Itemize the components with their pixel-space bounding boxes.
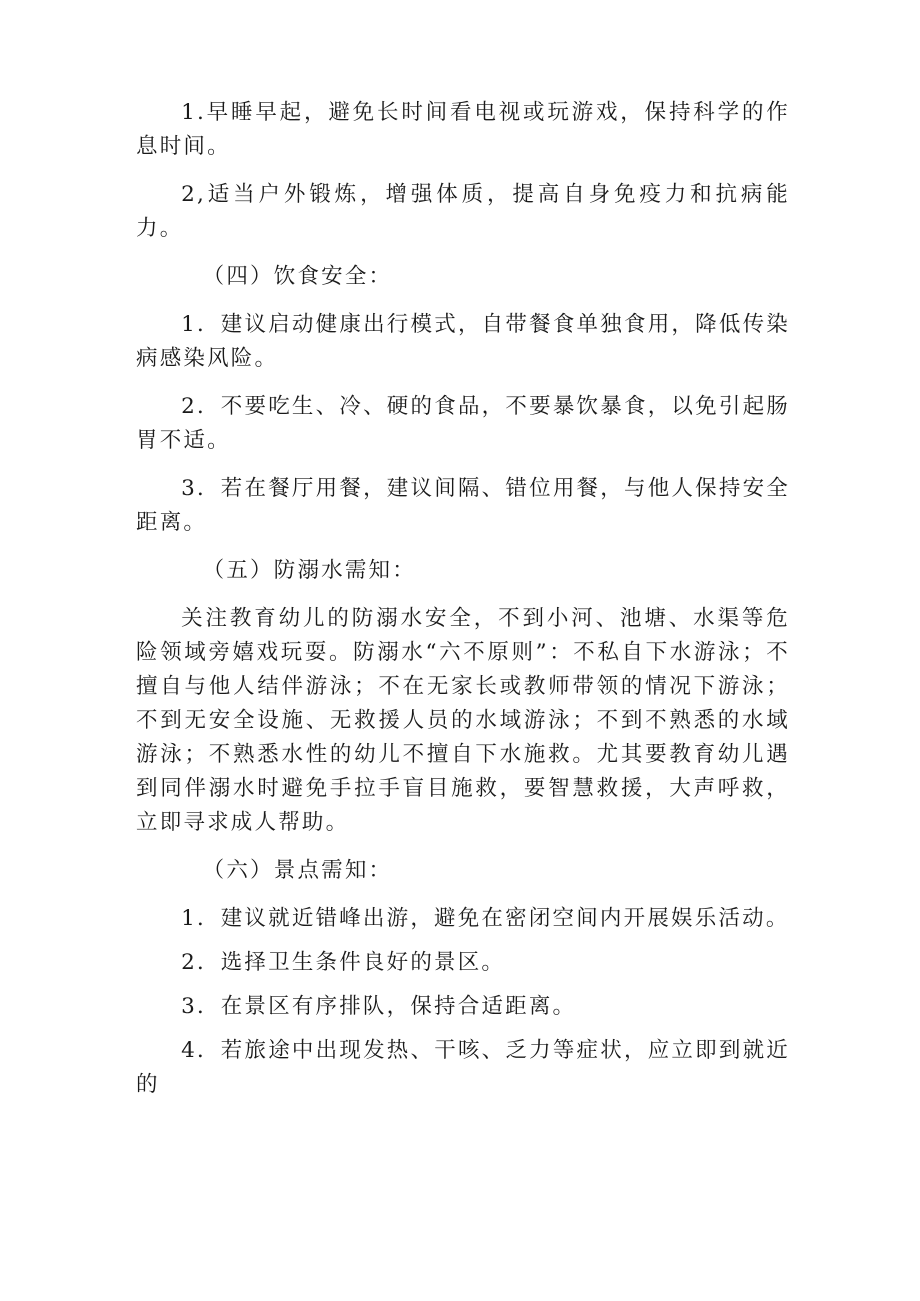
section-heading-drowning: （五）防溺水需知： bbox=[202, 558, 416, 583]
paragraph-rest-habits: 1.早睡早起，避免长时间看电视或玩游戏，保持科学的作息时间。 bbox=[136, 100, 790, 159]
paragraph-scenic-4: 4．若旅途中出现发热、干咳、乏力等症状，应立即到就近的 bbox=[136, 1038, 790, 1097]
paragraph-drowning-rules: 关注教育幼儿的防溺水安全，不到小河、池塘、水渠等危险领域旁嬉戏玩耍。防溺水“六不原则”：不私自下水游泳；不擅自与他人结伴游泳；不在无家长或教师带领的情况下游泳；不到无安全设施、无救援人员的水域游泳；不到不熟悉的水域游泳；不熟悉水性的幼儿不擅自下水施救。尤其要教育幼儿遇到同伴溺水时避免手拉手盲目施救，要智慧救援，大声呼救，立即寻求成人帮助。 bbox=[136, 606, 790, 835]
paragraph-scenic-2: 2．选择卫生条件良好的景区。 bbox=[181, 950, 506, 975]
paragraph-scenic-3: 3．在景区有序排队，保持合适距离。 bbox=[181, 994, 577, 1019]
paragraph-outdoor-exercise: 2,适当户外锻炼，增强体质，提高自身免疫力和抗病能力。 bbox=[136, 182, 790, 241]
section-heading-scenic-spots: （六）景点需知： bbox=[202, 858, 393, 883]
document-body bbox=[136, 96, 790, 1112]
paragraph-food-2: 2．不要吃生、冷、硬的食品，不要暴饮暴食，以免引起肠胃不适。 bbox=[136, 394, 790, 453]
paragraph-food-3: 3．若在餐厅用餐，建议间隔、错位用餐，与他人保持安全距离。 bbox=[136, 476, 790, 535]
section-heading-food-safety: （四）饮食安全： bbox=[202, 264, 393, 289]
paragraph-scenic-1: 1．建议就近错峰出游，避免在密闭空间内开展娱乐活动。 bbox=[181, 906, 790, 931]
paragraph-food-1: 1．建议启动健康出行模式，自带餐食单独食用，降低传染病感染风险。 bbox=[136, 312, 790, 371]
